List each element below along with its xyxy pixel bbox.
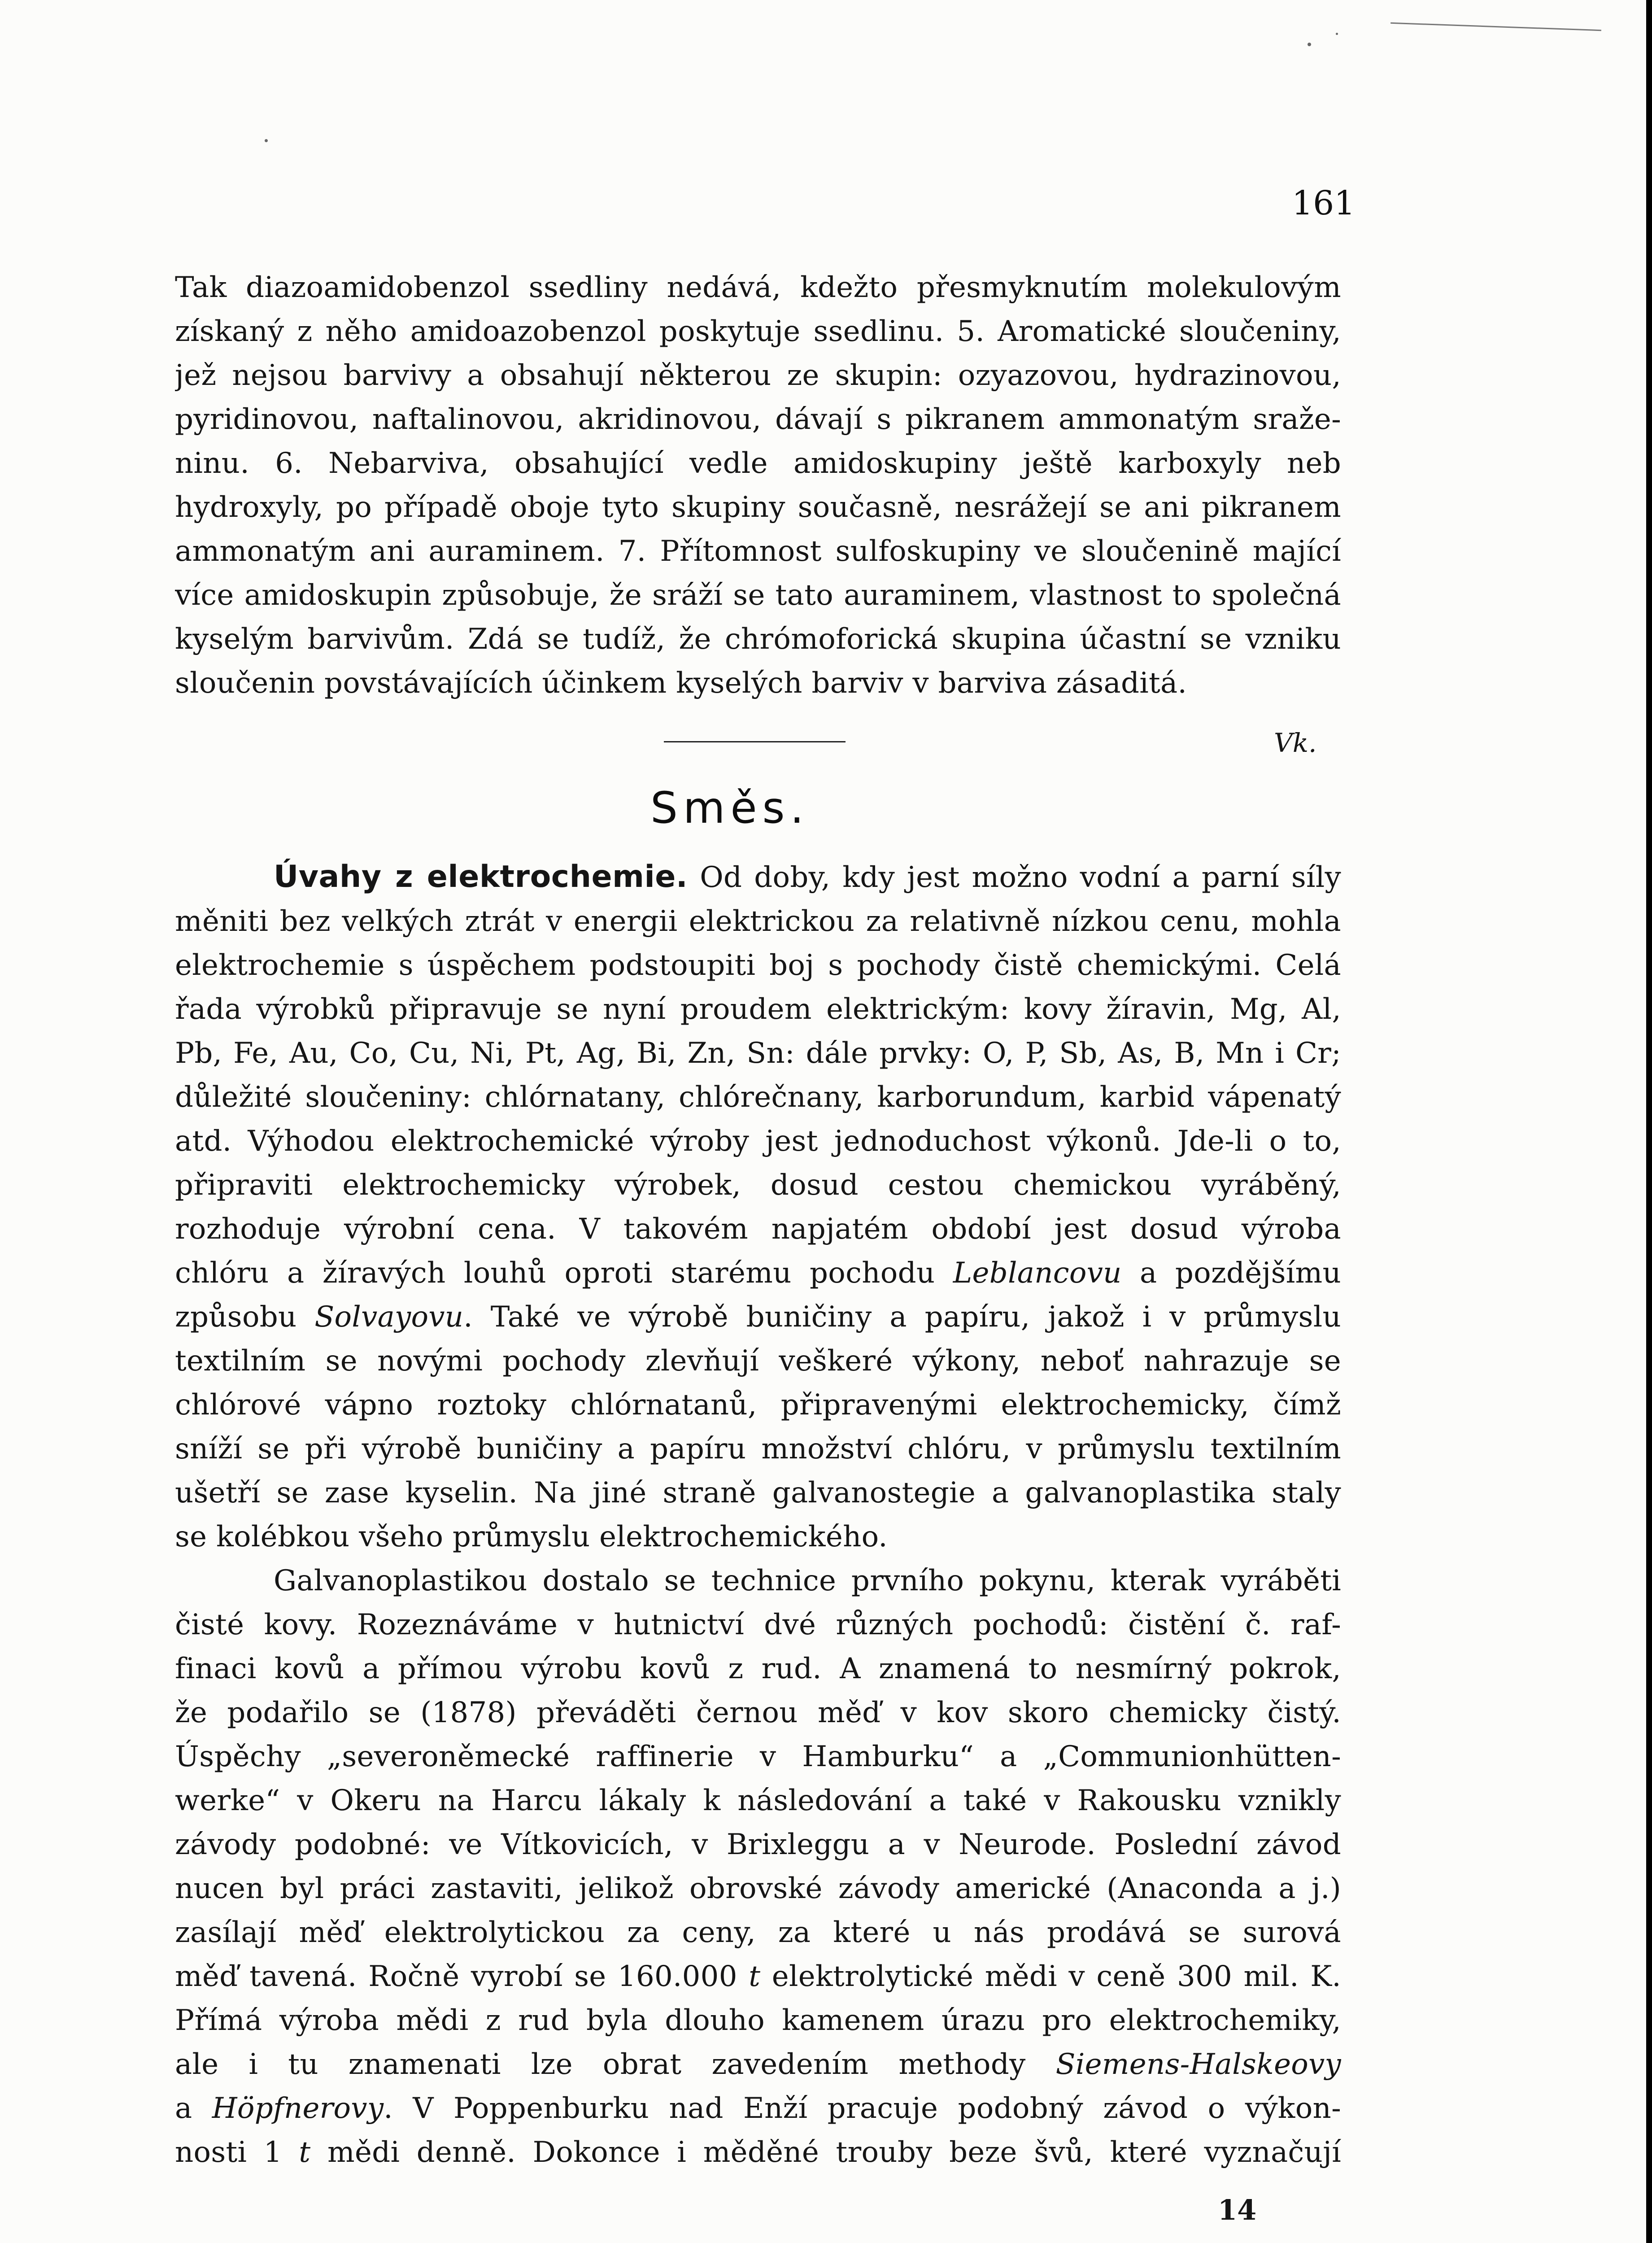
author-sign: Vk.	[1274, 728, 1317, 758]
italic-name: Höpfnerovy	[212, 2092, 384, 2125]
text-line: více amidoskupin způsobuje, že sráží se tato auraminem, vlastnost to společná	[175, 579, 1341, 612]
text-line: finaci kovů a přímou výrobu kovů z rud. A znamená to nesmírný pokrok,	[175, 1652, 1341, 1685]
text-fragment: způsobu	[175, 1300, 315, 1334]
text-line: Přímá výroba mědi z rud byla dlouho kamenem úrazu pro elektrochemiky,	[175, 2004, 1341, 2037]
text-line: werke“ v Okeru na Harcu lákaly k následování a také v Rakousku vznikly	[175, 1784, 1341, 1817]
text-line: získaný z něho amidoazobenzol poskytuje ssedlinu. 5. Aromatické sloučeniny,	[175, 315, 1341, 348]
section-separator	[664, 741, 846, 742]
text-line: Pb, Fe, Au, Co, Cu, Ni, Pt, Ag, Bi, Zn, Sn: dále prvky: O, P, Sb, As, B, Mn i Cr;	[175, 1037, 1341, 1070]
text-line: řada výrobků připravuje se nyní proudem elektrickým: kovy žíravin, Mg, Al,	[175, 993, 1341, 1026]
italic-unit: t	[299, 2136, 311, 2169]
text-line: ammonatým ani auraminem. 7. Přítomnost sulfoskupiny ve sloučenině mající	[175, 535, 1341, 568]
text-line: ušetří se zase kyselin. Na jiné straně galvanostegie a galvanoplastika staly	[175, 1476, 1341, 1510]
text-fragment: měď tavená. Ročně vyrobí se 160.000	[175, 1960, 749, 1993]
text-line: rozhoduje výrobní cena. V takovém napjatém období jest dosud výroba	[175, 1213, 1341, 1246]
text-line: se kolébkou všeho průmyslu elektrochemického.	[175, 1520, 888, 1554]
text-line: jež nejsou barvivy a obsahují některou ze skupin: ozyazovou, hydrazinovou,	[175, 359, 1341, 392]
text-line	[175, 1251, 1341, 1295]
scan-speck	[265, 139, 268, 142]
text-fragment: mědi denně. Dokonce i měděné trouby beze švů, které vyznačují	[310, 2136, 1341, 2169]
page-number: 161	[1292, 184, 1356, 223]
text-line: atd. Výhodou elektrochemické výroby jest jednoduchost výkonů. Jde-li o to,	[175, 1125, 1341, 1158]
text-line: zasílají měď elektrolytickou za ceny, za které u nás prodává se surová	[175, 1916, 1341, 1949]
text-line: připraviti elektrochemicky výrobek, dosud cestou chemickou vyráběný,	[175, 1169, 1341, 1202]
text-line: Galvanoplastikou dostalo se technice prvního pokynu, kterak vyráběti	[274, 1564, 1341, 1597]
text-line: chlórové vápno roztoky chlórnatanů, připravenými elektrochemicky, čímž	[175, 1388, 1341, 1422]
text-line	[175, 2042, 1341, 2086]
text-line: že podařilo se (1878) převáděti černou měď v kov skoro chemicky čistý.	[175, 1696, 1341, 1729]
text-fragment: a	[175, 2092, 212, 2125]
article-first-line	[175, 855, 1341, 899]
italic-name: Siemens-Halskeovy	[1055, 2048, 1341, 2081]
text-line: textilním se novými pochody zlevňují veškeré výkony, neboť nahrazuje se	[175, 1344, 1341, 1378]
text-line: závody podobné: ve Vítkovicích, v Brixleggu a v Neurode. Poslední závod	[175, 1828, 1341, 1861]
text-fragment: . Také ve výrobě buničiny a papíru, jakož i v průmyslu	[463, 1300, 1341, 1334]
article-heading: Úvahy z elektrochemie.	[274, 859, 688, 895]
text-line: měniti bez velkých ztrát v energii elektrickou za relativně nízkou cenu, mohla	[175, 905, 1341, 938]
text-line: elektrochemie s úspěchem podstoupiti boj s pochody čistě chemickými. Celá	[175, 949, 1341, 982]
text-line: důležité sloučeniny: chlórnatany, chlórečnany, karborundum, karbid vápenatý	[175, 1081, 1341, 1114]
article-body	[175, 855, 1341, 2174]
text-fragment: nosti 1	[175, 2136, 299, 2169]
text-line	[175, 1955, 1341, 1999]
text-line: sníží se při výrobě buničiny a papíru množství chlóru, v průmyslu textilním	[175, 1432, 1341, 1466]
intro-paragraph	[175, 266, 1341, 705]
text-fragment: a pozdějšímu	[1121, 1257, 1341, 1290]
text-line: nucen byl práci zastaviti, jelikož obrovské závody americké (Anaconda a j.)	[175, 1872, 1341, 1905]
italic-name: Solvayovu	[314, 1300, 464, 1334]
section-title: Směs.	[650, 783, 810, 833]
text-line: čisté kovy. Rozeznáváme v hutnictví dvé různých pochodů: čistění č. raf-	[175, 1608, 1341, 1641]
scan-speck	[1336, 33, 1338, 35]
text-line: Tak diazoamidobenzol ssedliny nedává, kdežto přesmyknutím molekulovým	[175, 271, 1341, 304]
text-fragment: . V Poppenburku nad Enží pracuje podobný závod o výkon-	[384, 2092, 1341, 2125]
printer-signature-mark: 14	[1218, 2194, 1257, 2226]
text-line	[175, 1295, 1341, 1339]
text-fragment: chlóru a žíravých louhů oproti starému pochodu	[175, 1257, 953, 1290]
text-line: kyselým barvivům. Zdá se tudíž, že chrómoforická skupina účastní se vzniku	[175, 623, 1341, 656]
italic-unit: t	[749, 1960, 761, 1993]
text-line: pyridinovou, naftalinovou, akridinovou, dávají s pikranem ammonatým sraže-	[175, 403, 1341, 436]
text-line: Úspěchy „severoněmecké raffinerie v Hamburku“ a „Communionhütten-	[175, 1740, 1341, 1773]
text-fragment: Od doby, kdy jest možno vodní a parní síly	[688, 861, 1341, 894]
text-fragment: ale i tu znamenati lze obrat zavedením methody	[175, 2048, 1056, 2081]
scan-speck	[1308, 43, 1311, 46]
scan-border	[1646, 0, 1652, 2243]
text-line: ninu. 6. Nebarviva, obsahující vedle amidoskupiny ještě karboxyly neb	[175, 447, 1341, 480]
scan-artifact-line	[1390, 22, 1601, 31]
text-line: hydroxyly, po případě oboje tyto skupiny současně, nesrážejí se ani pikranem	[175, 491, 1341, 524]
text-fragment: elektrolytické mědi v ceně 300 mil. K.	[760, 1960, 1341, 1993]
italic-name: Leblancovu	[953, 1257, 1122, 1290]
text-line	[175, 2130, 1341, 2174]
text-line: sloučenin povstávajících účinkem kyselých barviv v barviva zásaditá.	[175, 667, 1187, 700]
text-line	[175, 2086, 1341, 2130]
